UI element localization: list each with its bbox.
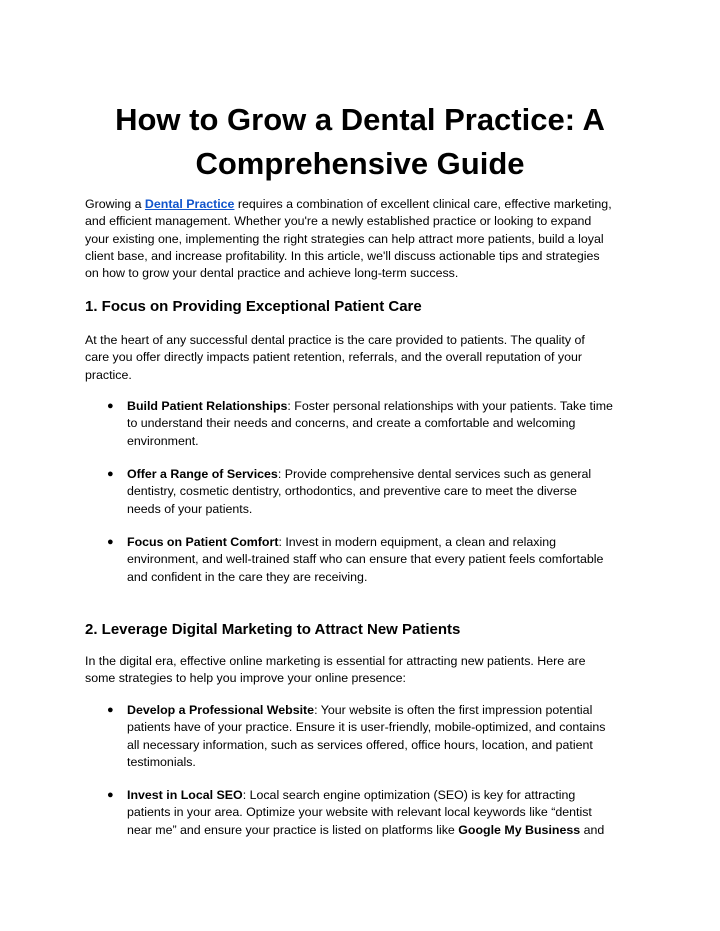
bullet-title: Focus on Patient Comfort [127, 535, 279, 549]
section-1-line-3: practice. [85, 367, 132, 382]
dental-practice-link[interactable]: Dental Practice [144, 197, 235, 211]
section-2-heading: 2. Leverage Digital Marketing to Attract New Patients [85, 621, 461, 638]
google-my-business-text: Google My Business [458, 822, 581, 837]
section-1-line-2: care you offer directly impacts patient retention, referrals, and the overall reputation of your [85, 350, 583, 365]
bullet-title: Offer a Range of Services [127, 467, 278, 481]
bullet-icon: ● [107, 536, 114, 548]
bullet-title: Invest in Local SEO [127, 788, 243, 802]
section-2-paragraph [85, 653, 645, 688]
intro-line-2: and efficient management. Whether you're a newly established practice or looking to expand [85, 214, 592, 229]
bullet-icon: ● [107, 400, 114, 412]
section-1-heading: 1. Focus on Providing Exceptional Patient Care [85, 298, 422, 315]
page-title [0, 98, 720, 186]
intro-prefix: Growing a [85, 197, 145, 211]
intro-line-4: client base, and increase profitability. In this article, we'll discuss actionable tips and strategies [85, 248, 600, 263]
intro-paragraph [85, 196, 645, 282]
bullet-icon: ● [107, 704, 114, 716]
section-2-line-1: In the digital era, effective online marketing is essential for attracting new patients. Here are [85, 654, 586, 668]
intro-line-3: your existing one, implementing the right strategies can help attract more patients, build a loyal [85, 231, 604, 246]
title-line-2: Comprehensive Guide [195, 146, 525, 181]
section-1-line-1: At the heart of any successful dental practice is the care provided to patients. The quality of [85, 333, 585, 347]
intro-line-1 [85, 196, 645, 213]
section-2-line-2: some strategies to help you improve your online presence: [85, 671, 406, 686]
bullet-title: Build Patient Relationships [127, 399, 288, 413]
intro-line-1-rest: requires a combination of excellent clinical care, effective marketing, [234, 197, 612, 211]
section-1-paragraph [85, 332, 645, 384]
bullet-title: Develop a Professional Website [127, 703, 315, 717]
bullet-icon: ● [107, 789, 114, 801]
title-line-1: How to Grow a Dental Practice: A [115, 102, 605, 137]
document-page: How to Grow a Dental Practice: A Comprehensive Guide Growing a Dental Practice requires a combination of excellent clinical care, effective marketing, and efficient management. Whether you're a newly established practice or looking to expand your existing one, implementing the right strategies can help attract more patients, build a loyal client base, and increase profitability. In this article, we'll discuss actionable tips and strategies on how to grow your dental practice and achieve long-term success. 1. Focus on Providing Exceptional Patient Care At the heart of any successful dental practice is the care provided to patients. The quality of care you offer directly impacts patient retention, referrals, and the overall reputation of your practice. ● Build Patient Relationships: Foster personal relationships with your patients. Take time to understand their needs and concerns, and create a comfortable and welcoming environment. ● Offer a Range of Services: Provide comprehensive dental services such as general dentistry, cosmetic dentistry, orthodontics, and preventive care to meet the diverse needs of your patients. ● Focus on Patient Comfort: Invest in modern equipment, a clean and relaxing environment, and well-trained staff who can ensure that every patient feels comfortable and confident in the care they are receiving. 2. Leverage Digital Marketing to Attract New Patients In the digital era, effective online marketing is essential for attracting new patients. Here are some strategies to help you improve your online presence: ● Develop a Professional Website: Your website is often the first impression potential patients have of your practice. Ensure it is user-friendly, mobile-optimized, and contains all necessary information, such as services offered, office hours, location, and patient testimonials. ● Invest in Local SEO: Local search engine optimization (SEO) is key for attracting patients in your area. Optimize your website with relevant local keywords like “dentist near me” and ensure your practice is listed on platforms like Google My Business and [0, 0, 720, 931]
bullet-icon: ● [107, 468, 114, 480]
intro-line-5: on how to grow your dental practice and achieve long-term success. [85, 266, 459, 281]
